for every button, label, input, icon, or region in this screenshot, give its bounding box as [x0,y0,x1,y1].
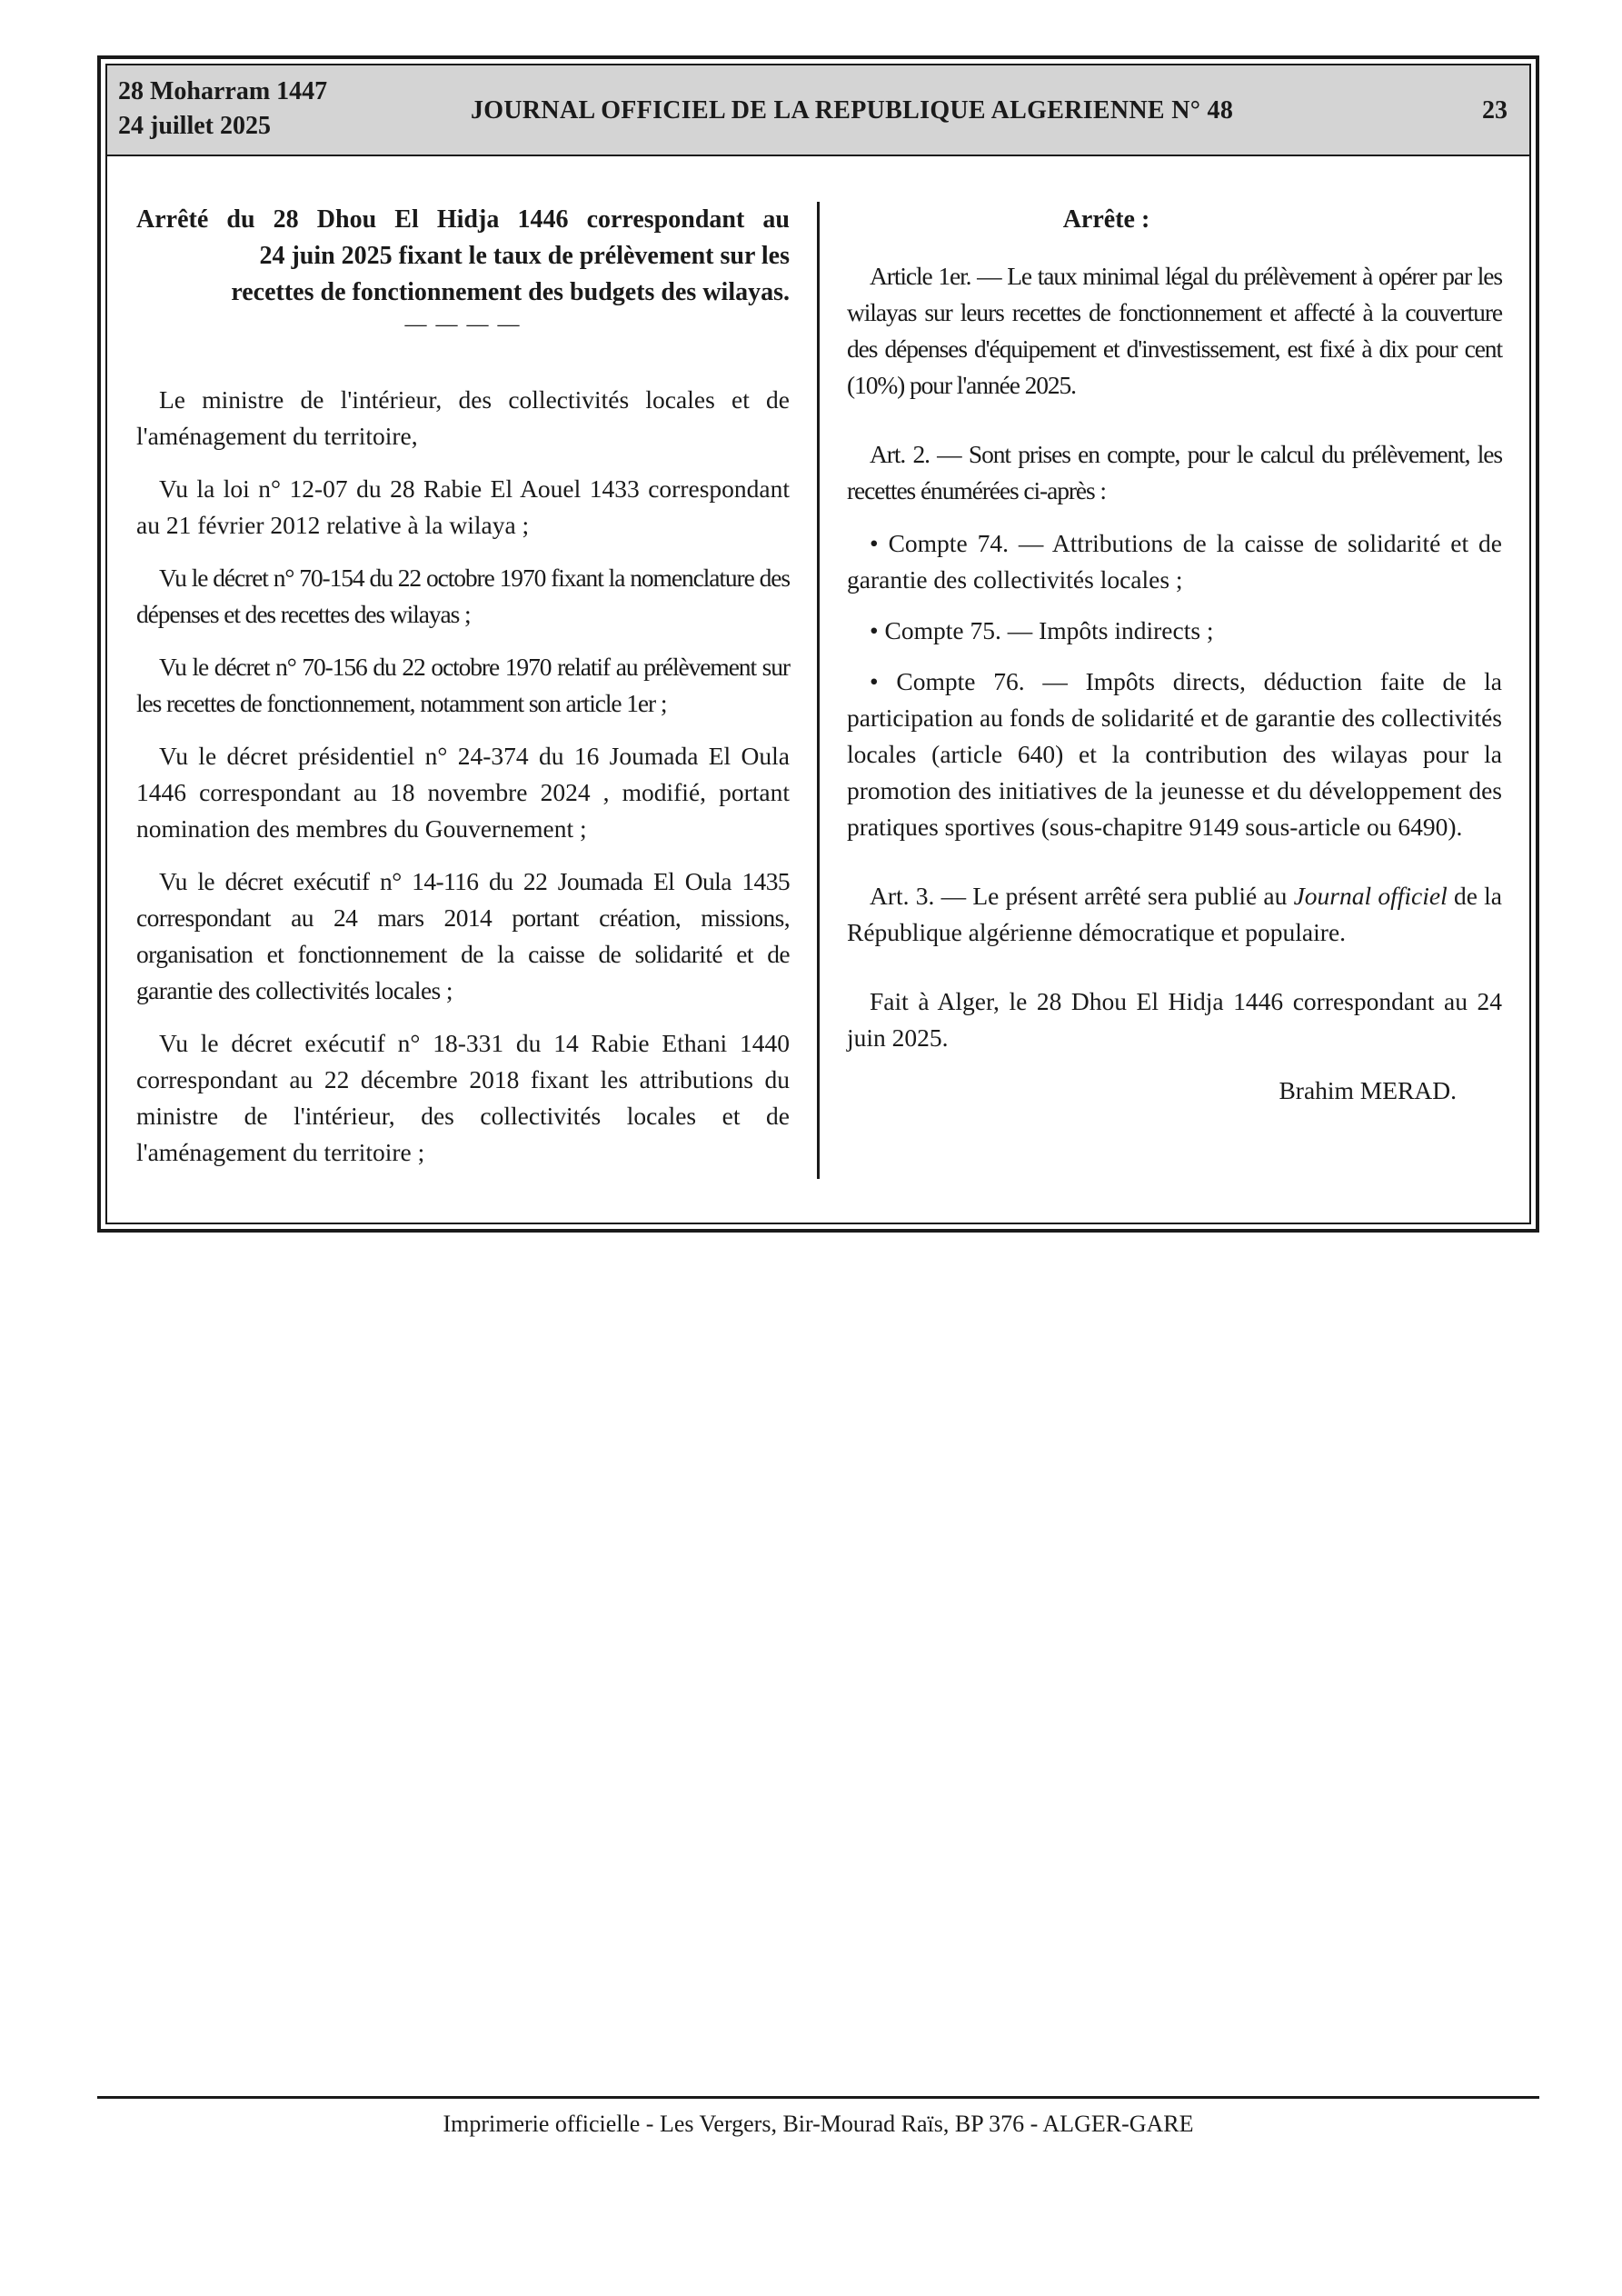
signatory-name: Brahim MERAD. [1279,1076,1457,1104]
column-divider [817,202,820,1179]
article-3-text-end: de la République algérienne démocratique et populaire. [847,882,1502,946]
visa-loi-12-07: Vu la loi n° 12-07 du 28 Rabie El Aouel 1433 correspondant au 21 février 2012 relative à la wilaya ; [136,474,790,539]
decree-title [136,202,790,311]
visa-decret-70-154: Vu le décret n° 70-154 du 22 octobre 1970 fixant la nomenclature des dépenses et des recettes des wilayas ; [136,564,790,628]
article-frame [97,55,1539,1233]
article-3 [847,878,1502,951]
decree-title-line-3: recettes de fonctionnement des budgets des wilayas. [231,278,790,306]
article-inner-frame [105,64,1531,1224]
visa-decret-70-156: Vu le décret n° 70-156 du 22 octobre 1970 relatif au prélèvement sur les recettes de fonctionnement, notamment son article 1er ; [136,653,790,717]
article-3-text-start: Art. 3. — Le présent arrêté sera publié au [870,882,1294,910]
right-column [847,202,1502,1109]
arrete-heading: Arrête : [1062,205,1150,234]
decree-title-line-2: 24 juin 2025 fixant le taux de prélèvement sur les [259,242,790,270]
header-page-number: 23 [1482,96,1508,125]
header-journal-title: JOURNAL OFFICIEL DE LA REPUBLIQUE ALGERIENNE N° 48 [471,96,1234,125]
visa-decret-24-374: Vu le décret présidentiel n° 24-374 du 16 Joumada El Oula 1446 correspondant au 18 novembre 2024 , modifié, portant nomination des membres du Gouvernement ; [136,742,790,843]
left-column [136,202,790,1187]
article-3-journal-name: Journal officiel [1293,882,1448,910]
footer-rule [97,2096,1539,2099]
header-date-gregorian: 24 juillet 2025 [118,112,271,140]
list-item-compte-75: • Compte 75. — Impôts indirects ; [870,616,1214,644]
header-date-hijri: 28 Moharram 1447 [118,77,328,105]
preamble-minister: Le ministre de l'intérieur, des collectivités locales et de l'aménagement du territoire, [136,385,790,450]
article-2: Art. 2. — Sont prises en compte, pour le calcul du prélèvement, les recettes énumérées ci-après : [847,440,1502,504]
journal-header [107,65,1529,156]
visa-decret-18-331: Vu le décret exécutif n° 18-331 du 14 Rabie Ethani 1440 correspondant au 22 décembre 2018 fixant les attributions du ministre de l'intérieur, des collectivités locales et de l'aménagement du territoire ; [136,1029,790,1166]
title-separator: — — — — [404,313,522,336]
list-item-compte-74: • Compte 74. — Attributions de la caisse de solidarité et de garantie des collectivités locales ; [847,529,1502,594]
article-1: Article 1er. — Le taux minimal légal du prélèvement à opérer par les wilayas sur leurs recettes de fonctionnement et affecté à la couverture des dépenses d'équipement et d'investissement, est fixé à dix pour cent (10%) pour l'année 2025. [847,262,1502,399]
header-dates [118,75,327,144]
footer-imprint: Imprimerie officielle - Les Vergers, Bir-Mourad Raïs, BP 376 - ALGER-GARE [443,2111,1194,2137]
done-at-line: Fait à Alger, le 28 Dhou El Hidja 1446 correspondant au 24 juin 2025. [847,987,1502,1052]
visa-decret-14-116: Vu le décret exécutif n° 14-116 du 22 Joumada El Oula 1435 correspondant au 24 mars 2014 portant création, missions, organisation et fonctionnement de la caisse de solidarité et de garantie des collectivités locales ; [136,867,790,1004]
decree-title-line-1: Arrêté du 28 Dhou El Hidja 1446 correspondant au [136,205,790,234]
list-item-compte-76: • Compte 76. — Impôts directs, déduction faite de la participation au fonds de solidarité et de garantie des collectivités locales (article 640) et la contribution des wilayas pour la promotion des initiatives de la jeunesse et du développement des pratiques sportives (sous-chapitre 9149 sous-article ou 6490). [847,667,1502,841]
